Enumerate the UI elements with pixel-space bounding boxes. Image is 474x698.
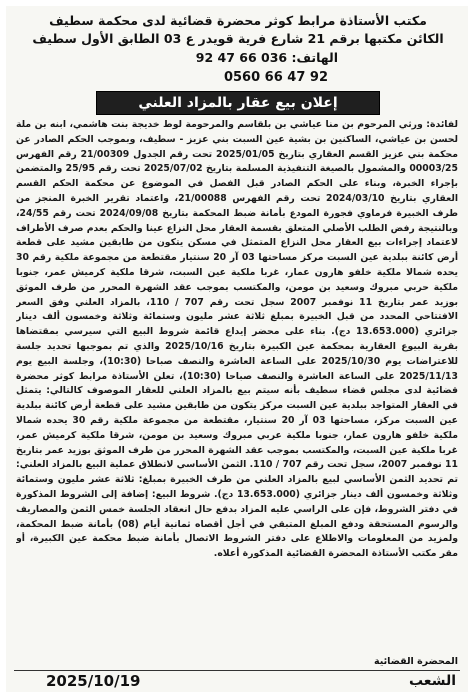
office-name: مكتب الأستاذة مرابط كوثر محضرة قضائية لدى محكمة سطيف [49,13,427,28]
office-address: الكائن مكتبها برقم 21 شارع فرية قويدر ع 03 الطابق الأول سطيف [32,31,444,46]
legal-notice-page [6,6,468,692]
phone-number: 92 47 66 036 [195,50,288,65]
phone-line [196,49,338,66]
publication-date: 2025/10/19 [46,672,141,690]
notice-title: إعلان بيع عقار بالمزاد العلني [138,95,338,111]
notice-body [16,118,458,653]
mobile-number: 0560 66 47 92 [223,70,328,85]
notice-body-text: لفائدة: ورثي المرحوم بن منا عياشي بن بلقاسم والمرحومة لوط خديجة بنت هاشمي، ابنه بن ملة لحسن بن عياشي، الساكنين بن بشية عين السبت بني عزيز - سطيف، وبموجب الحكم الصادر عن محكمة بني عزيز القسم العقاري بتاريخ 2025/01/05 تحت رقم الجدول 21/00309 رقم الفهرس 00003/25 والمشمول بالصيغة التنفيذية المسلمة بتاريخ 2025/07/02 تحت رقم 25/95 والمتضمن بإجراء الخبرة، وبناء على الحكم الصادر قبل الفصل في الموضوع عن محكمة الحكم القسم العقاري بتاريخ 2024/03/10 تحت رقم الفهرس 21/00088، واعتماد تقرير الخبرة المنجز من طرف الخبيرة فرماوي فجورة المودع بأمانة ضبط المحكمة بتاريخ 2024/09/08 تحت رقم 24/55، وبالنتيجة رفض الطلب الأصلي المتعلق بقسمة العقار محل النزاع عينا والحكم بعدم صرف الأطراف لاعتماد إجراءات بيع العقار محل النزاع المتمثل في مسكن يتكون من طابقين مشيد على قطعة أرض كائنة ببلدية عين السبت مركز مساحتها 03 آر 20 سنتيار مقتطعة من مجموعة ملكية رقم 30 يحده شمالا ملكية خلفو هارون عمار، غربا ملكية عين السبت، شرقا ملكية كرميش عمر، جنوبا ملكية حربي مبروك وسعيد بن مومن، والمكتسب بموجب عقد الشهرة المحرر من طرف الموثق بوزيد عمر بتاريخ 11 نوفمبر 2007 سجل تحت رقم 707 / 110، بالمزاد العلني وفق السعر الافتتاحي المحدد من قبل الخبيرة بمبلغ ثلاثة عشر مليون وستمائة وثلاثة وخمسون ألف دينار جزائري (13.653.000 دج). بناء على محضر إيداع قائمة شروط البيع التي سيرسي بمقتضاها بقرية البيوع العقارية بمحكمة عين الكبيرة بتاريخ 2025/10/16 والذي تم بموجبها تحديد جلسة للاعتراضات يوم 2025/10/30 على الساعة العاشرة والنصف صباحا (10:30)، وجلسة البيع يوم 2025/11/13 على الساعة العاشرة والنصف صباحا (10:30)، تعلن الأستاذة مرابط كوثر محضرة قضائية لدى مجلس قضاء سطيف بأنه سيتم بيع بالمزاد العلني للعقار الموصوف كالتالي: يتمثل في العقار المتواجد ببلدية عين السبت مركز يتكون من طابقين مشيد على قطعة أرض كائنة ببلدية عين السبت مركز، مساحتها 03 آر 20 سنتيار، مقتطعة من مجموعة ملكية رقم 30 يحده شمالا ملكية خلفو هارون عمار، جنوبا ملكية عربي مبروك وسعيد بن مومن، شرقا ملكية كرميش عمر، غربا ملكية عين السبت، والمكتسب بموجب عقد الشهرة المحرر من طرف الموثق بوزيد عمر بتاريخ 11 نوفمبر 2007، سجل تحت رقم 707 / 110. الثمن الأساسي لانطلاق عملية البيع بالمزاد العلني: تم تحديد الثمن الأساسي لبيع بالمزاد العلني من طرف الخبيرة بمبلغ: ثلاثة عشر مليون وستمائة وثلاثة وخمسون ألف دينار جزائري (13.653.000 دج). شروط البيع: إضافة إلى الشروط المذكورة في دفتر الشروط، فإن على الراسي عليه المزاد بدفع حال انعقاد الجلسة خمس الثمن والمصاريف والرسوم المستحقة ودفع المبلغ المتبقي في أجل أقصاه ثمانية أيام (08) بأمانة ضبط المحكمة، ولمزيد من المعلومات والاطلاع على دفتر الشروط الاتصال بأمانة ضبط محكمة عين الكبيرة، أو مقر مكتب الأستاذة المحضرة القضائية المذكورة أعلاه. [16,119,458,560]
newspaper-name: الشعب [408,673,456,689]
footer-divider [14,670,460,671]
phone-label: الهاتف: [291,50,338,65]
notice-title-banner [96,91,380,115]
signature-line: المحضرة القضائية [373,656,458,667]
